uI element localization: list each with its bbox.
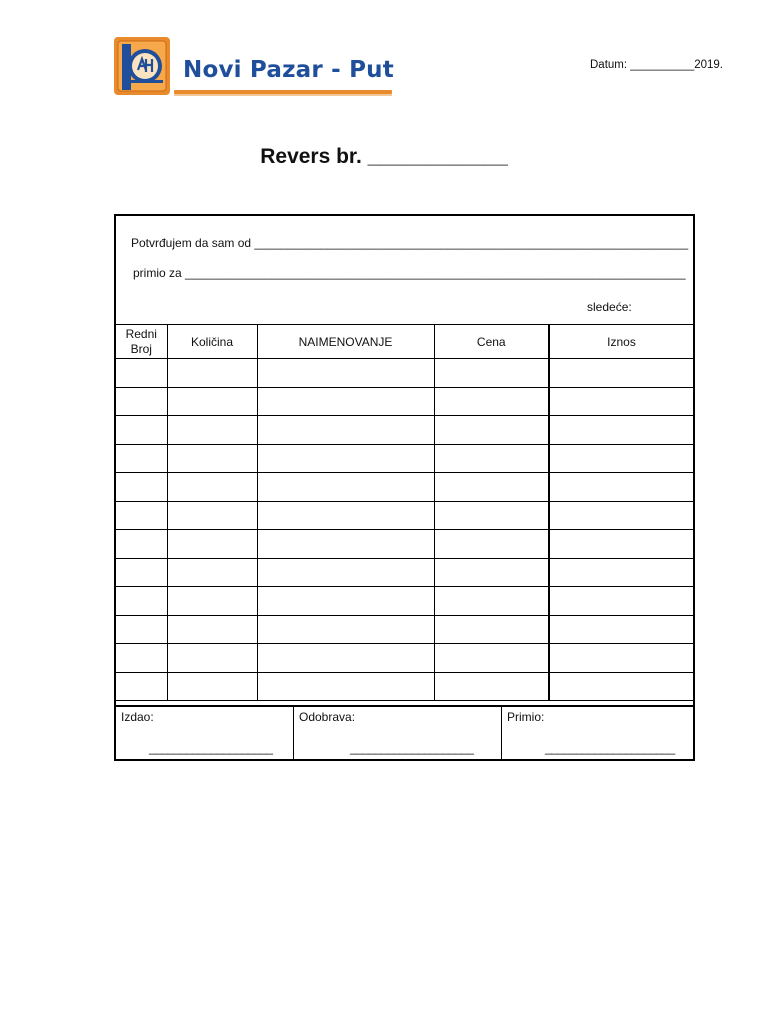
table-cell — [549, 644, 693, 673]
table-cell — [116, 558, 167, 587]
company-logo — [110, 33, 400, 101]
table-cell — [549, 416, 693, 445]
table-cell — [116, 530, 167, 559]
table-cell — [434, 473, 549, 502]
table-cell — [167, 558, 257, 587]
table-cell — [167, 473, 257, 502]
primio-signature-line: _____________________ — [545, 741, 675, 755]
table-cell — [549, 387, 693, 416]
table-cell — [434, 501, 549, 530]
col-header-iznos: Iznos — [549, 325, 693, 359]
table-cell — [116, 644, 167, 673]
table-row — [116, 444, 693, 473]
table-cell — [434, 530, 549, 559]
table-cell — [167, 587, 257, 616]
items-table — [116, 324, 693, 701]
table-cell — [549, 615, 693, 644]
table-cell — [116, 416, 167, 445]
col-header-naimenovanje: NAIMENOVANJE — [257, 325, 434, 359]
signature-section — [116, 705, 693, 761]
table-cell — [167, 501, 257, 530]
table-cell — [549, 473, 693, 502]
table-cell — [434, 387, 549, 416]
table-cell — [549, 587, 693, 616]
table-cell — [116, 444, 167, 473]
col-header-redni-broj: Redni Broj — [116, 325, 167, 359]
table-row — [116, 359, 693, 388]
signature-izdao — [116, 707, 294, 761]
table-cell — [167, 672, 257, 701]
table-cell — [116, 587, 167, 616]
table-cell — [257, 501, 434, 530]
following-label: sledeće: — [587, 300, 632, 314]
table-row — [116, 416, 693, 445]
signature-primio — [502, 707, 693, 761]
table-cell — [167, 416, 257, 445]
date-field: Datum: __________2019. — [590, 59, 723, 71]
col-header-kolicina: Količina — [167, 325, 257, 359]
odobrava-label: Odobrava: — [299, 710, 356, 724]
table-cell — [257, 587, 434, 616]
table-cell — [116, 359, 167, 388]
table-cell — [257, 444, 434, 473]
table-row — [116, 672, 693, 701]
table-cell — [549, 558, 693, 587]
table-cell — [116, 501, 167, 530]
izdao-signature-line: ____________________ — [149, 741, 273, 755]
document-title: Revers br. ____________ — [260, 145, 508, 168]
table-cell — [434, 587, 549, 616]
table-cell — [549, 359, 693, 388]
table-cell — [434, 615, 549, 644]
table-cell — [116, 387, 167, 416]
table-row — [116, 587, 693, 616]
table-cell — [549, 672, 693, 701]
table-cell — [257, 359, 434, 388]
table-cell — [257, 672, 434, 701]
received-for-line: primio za ___________________________________________________________________________ — [133, 266, 686, 280]
table-cell — [167, 644, 257, 673]
table-cell — [257, 416, 434, 445]
logo-text: Novi Pazar - Put — [183, 57, 394, 83]
table-header-row — [116, 325, 693, 359]
table-cell — [257, 615, 434, 644]
table-cell — [434, 558, 549, 587]
table-cell — [167, 615, 257, 644]
table-row — [116, 501, 693, 530]
table-cell — [434, 644, 549, 673]
table-cell — [116, 615, 167, 644]
signature-odobrava — [294, 707, 502, 761]
izdao-label: Izdao: — [121, 710, 154, 724]
table-cell — [167, 359, 257, 388]
table-cell — [257, 530, 434, 559]
logo-underline-shadow — [174, 94, 392, 96]
col-header-cena: Cena — [434, 325, 549, 359]
primio-label: Primio: — [507, 710, 545, 724]
table-row — [116, 473, 693, 502]
table-row — [116, 530, 693, 559]
table-row — [116, 615, 693, 644]
table-row — [116, 558, 693, 587]
table-cell — [257, 473, 434, 502]
table-cell — [116, 473, 167, 502]
table-cell — [549, 444, 693, 473]
table-cell — [549, 530, 693, 559]
table-cell — [257, 644, 434, 673]
table-cell — [434, 416, 549, 445]
table-row — [116, 644, 693, 673]
table-cell — [434, 672, 549, 701]
table-cell — [549, 501, 693, 530]
table-cell — [434, 444, 549, 473]
odobrava-signature-line: ____________________ — [350, 741, 474, 755]
table-cell — [167, 530, 257, 559]
table-cell — [116, 672, 167, 701]
confirm-from-line: Potvrđujem da sam od _________________________________________________________________ — [131, 236, 689, 250]
table-cell — [167, 444, 257, 473]
table-cell — [257, 558, 434, 587]
logo-emblem-icon — [113, 36, 171, 96]
revers-form — [114, 214, 695, 761]
table-row — [116, 387, 693, 416]
table-cell — [167, 387, 257, 416]
table-cell — [434, 359, 549, 388]
table-cell — [257, 387, 434, 416]
